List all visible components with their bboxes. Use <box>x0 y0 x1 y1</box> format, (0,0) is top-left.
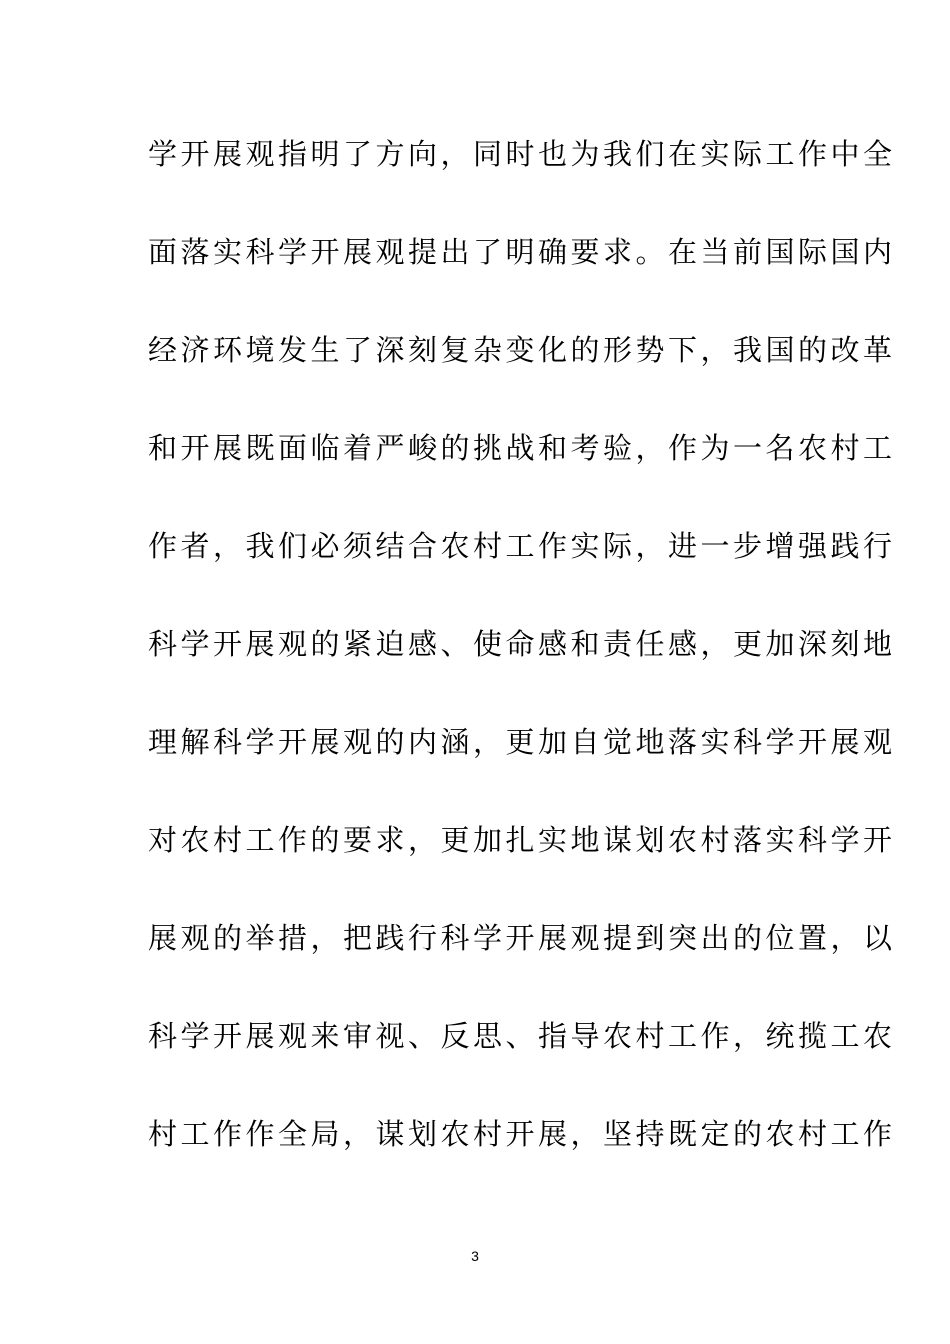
text-line: 村工作作全局，谋划农村开展，坚持既定的农村工作 <box>148 1117 896 1151</box>
text-line: 理解科学开展观的内涵，更加自觉地落实科学开展观 <box>148 725 896 759</box>
text-line: 和开展既面临着严峻的挑战和考验，作为一名农村工 <box>148 431 896 465</box>
text-line: 科学开展观来审视、反思、指导农村工作，统揽工农 <box>148 1019 896 1053</box>
page-number: 3 <box>471 1248 479 1264</box>
text-line: 展观的举措，把践行科学开展观提到突出的位置，以 <box>148 921 896 955</box>
text-line: 面落实科学开展观提出了明确要求。在当前国际国内 <box>148 235 896 269</box>
body-text <box>148 128 896 1206</box>
text-line: 作者，我们必须结合农村工作实际，进一步增强践行 <box>148 529 896 563</box>
text-line: 对农村工作的要求，更加扎实地谋划农村落实科学开 <box>148 823 896 857</box>
text-line: 经济环境发生了深刻复杂变化的形势下，我国的改革 <box>148 333 896 367</box>
text-line: 学开展观指明了方向，同时也为我们在实际工作中全 <box>148 137 896 171</box>
text-line: 科学开展观的紧迫感、使命感和责任感，更加深刻地 <box>148 627 896 661</box>
